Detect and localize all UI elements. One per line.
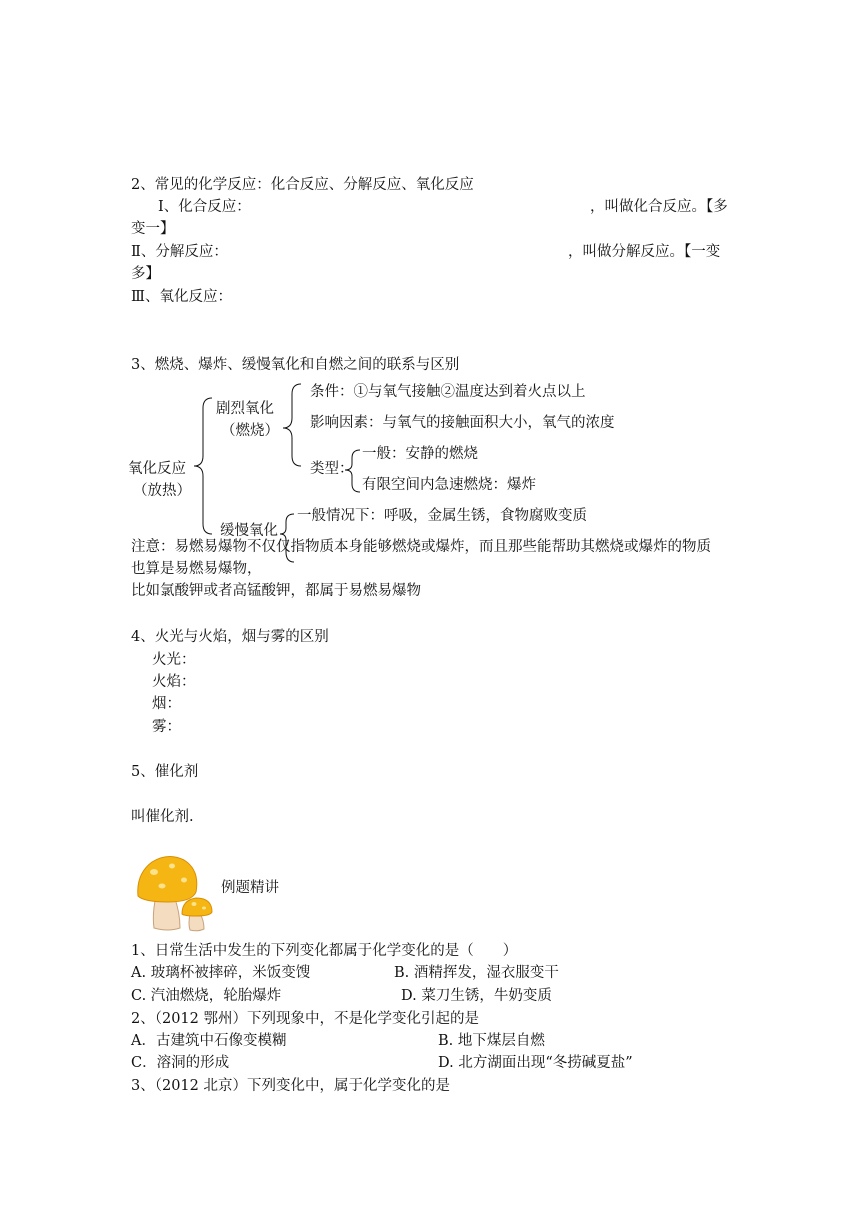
combination-reaction-wrap: 变一】 [131, 221, 175, 237]
question-1: 1、日常生活中发生的下列变化都属于化学变化的是（ ） [131, 943, 518, 959]
question-1-option-a: A. 玻璃杯被摔碎，米饭变馊 [131, 965, 311, 981]
question-2-option-a: A．古建筑中石像变模糊 [131, 1033, 287, 1049]
mist-label: 雾： [152, 719, 181, 735]
section2-title: 2、常见的化学反应：化合反应、分解反应、氧化反应 [131, 177, 474, 193]
question-3: 3、（2012 北京）下列变化中，属于化学变化的是 [131, 1078, 450, 1094]
catalyst-definition: 叫催化剂. [131, 809, 194, 825]
question-2-option-b: B. 地下煤层自燃 [438, 1033, 545, 1049]
section5-title: 5、催化剂 [131, 764, 199, 780]
note-line-3: 比如氯酸钾或者高锰酸钾，都属于易燃易爆物 [131, 583, 421, 599]
question-1-option-d: D. 菜刀生锈，牛奶变质 [401, 988, 552, 1004]
oxidation-root-label: 氧化反应 [128, 461, 186, 477]
section3-title: 3、燃烧、爆炸、缓慢氧化和自燃之间的联系与区别 [131, 357, 460, 373]
combustion-type-explosion: 有限空间内急速燃烧：爆炸 [362, 477, 536, 493]
decomposition-reaction-label: Ⅱ、分解反应： [131, 244, 228, 260]
fierce-oxidation-label: 剧烈氧化 [216, 401, 274, 417]
examples-heading: 例题精讲 [221, 880, 279, 896]
note-line-2: 也算是易燃易爆物， [131, 561, 262, 577]
fierce-brace [283, 384, 301, 466]
fierce-oxidation-sub: （燃烧） [221, 423, 279, 439]
fire-light-label: 火光： [152, 652, 196, 668]
combustion-type-label: 类型： [310, 461, 354, 477]
oxidation-reaction-label: Ⅲ、氧化反应： [131, 289, 232, 305]
question-1-option-b: B. 酒精挥发，湿衣服变干 [394, 965, 559, 981]
oxidation-root-sub: （放热） [133, 483, 191, 499]
slow-oxidation-desc: 一般情况下：呼吸，金属生锈，食物腐败变质 [297, 508, 587, 524]
slow-oxidation-label: 缓慢氧化 [220, 523, 278, 539]
combustion-condition: 条件：①与氧气接触②温度达到着火点以上 [310, 384, 586, 400]
combustion-factors: 影响因素：与氧气的接触面积大小，氧气的浓度 [310, 415, 615, 431]
combustion-type-normal: 一般：安静的燃烧 [362, 446, 478, 462]
decomposition-reaction-suffix: ，叫做分解反应。【一变 [568, 244, 721, 260]
root-brace [194, 398, 212, 534]
question-2-option-d: D. 北方湖面出现“冬捞碱夏盐” [438, 1055, 633, 1071]
note-line-1: 注意：易燃易爆物不仅仅指物质本身能够燃烧或爆炸，而且那些能帮助其燃烧或爆炸的物质 [131, 539, 711, 555]
decomposition-reaction-wrap: 多】 [131, 266, 160, 282]
mushroom-icon [134, 852, 216, 932]
section4-title: 4、火光与火焰，烟与雾的区别 [131, 629, 329, 645]
combination-reaction-label: Ⅰ、化合反应： [158, 199, 251, 215]
question-2-option-c: C．溶洞的形成 [131, 1055, 230, 1071]
flame-label: 火焰： [152, 674, 196, 690]
question-1-option-c: C. 汽油燃烧，轮胎爆炸 [131, 988, 282, 1004]
type-brace [345, 450, 360, 492]
question-2: 2、（2012 鄂州）下列现象中，不是化学变化引起的是 [131, 1011, 479, 1027]
smoke-label: 烟： [152, 696, 181, 712]
combination-reaction-suffix: ，叫做化合反应。【多 [590, 199, 728, 215]
classification-braces [0, 0, 860, 600]
